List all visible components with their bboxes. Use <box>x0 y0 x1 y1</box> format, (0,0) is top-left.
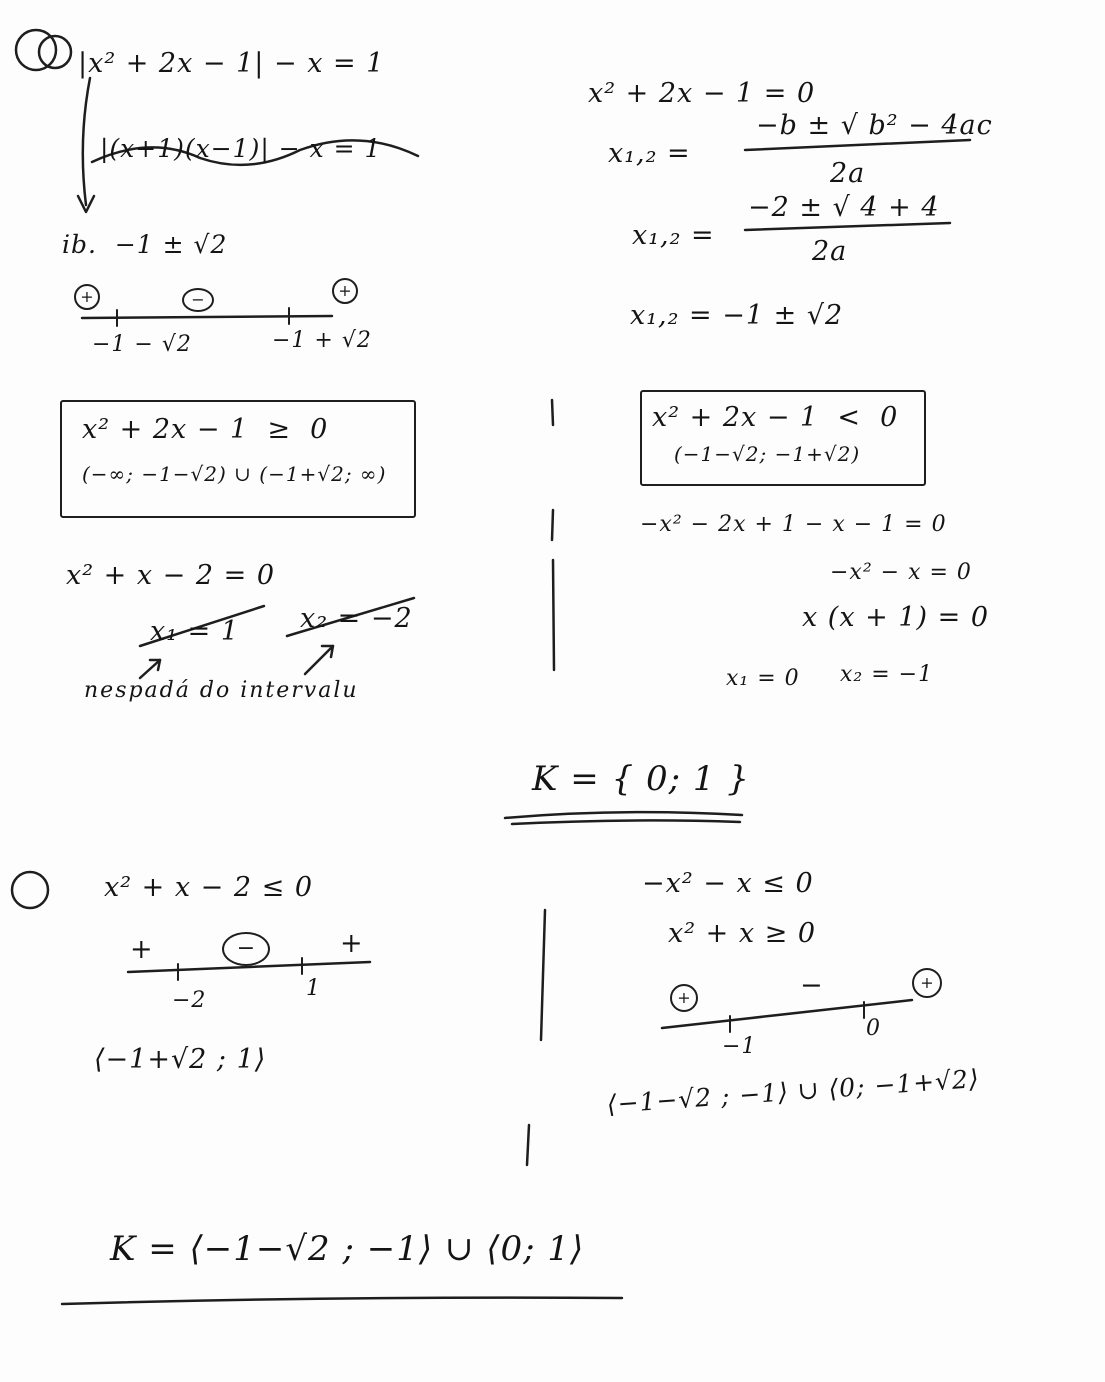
case-pos-interval: (−∞; −1−√2) ∪ (−1+√2; ∞) <box>82 462 387 486</box>
problem-label <box>22 36 57 56</box>
side-note: ib. −1 ± √2 <box>62 230 228 259</box>
b-right-step-2: x² + x ≥ 0 <box>668 918 817 949</box>
case-pos-box <box>60 400 416 518</box>
b-left-sign-1: + <box>130 934 154 965</box>
divider-bottom <box>527 910 545 1165</box>
eq-pos: x² + x − 2 = 0 <box>66 560 275 591</box>
formula-denominator: 2a <box>830 158 866 189</box>
case-arrow-head <box>78 196 94 212</box>
sign-plus-2: + <box>332 278 358 304</box>
fraction-bar-1 <box>745 140 970 150</box>
b-right-sign-3: + <box>912 968 942 998</box>
b-right-tick-2: 0 <box>866 1016 881 1041</box>
b-left-interval: ⟨−1+√2 ; 1⟩ <box>94 1044 267 1075</box>
neg-root-2: x₂ = −1 <box>840 662 934 687</box>
result-b: K = ⟨−1−√2 ; −1⟩ ∪ ⟨0; 1⟩ <box>110 1229 585 1269</box>
root-pos-1: x₁ = 1 <box>150 616 240 647</box>
b-left-inequality: x² + x − 2 ≤ 0 <box>104 872 313 903</box>
neg-root-1: x₁ = 0 <box>726 666 800 691</box>
out-of-interval-note: nespadá do intervalu <box>84 678 359 703</box>
step-denominator: 2a <box>812 236 848 267</box>
neg-step-2: −x² − x = 0 <box>830 560 972 585</box>
case-neg-box <box>640 390 926 486</box>
case-arrow-stroke <box>83 78 90 205</box>
b-left-sign-2: − <box>222 932 270 966</box>
b-right-interval: ⟨−1−√2 ; −1⟩ ∪ ⟨0; −1+√2⟩ <box>605 1063 981 1119</box>
b-left-tick-2: 1 <box>306 976 321 1001</box>
neg-step-3: x (x + 1) = 0 <box>802 602 990 633</box>
step-lhs: x₁,₂ = <box>632 220 715 251</box>
equation: |x² + 2x − 1| − x = 1 <box>78 48 385 79</box>
tick-label-1: −1 − √2 <box>92 332 192 357</box>
formula-numerator: −b ± √ b² − 4ac <box>756 110 993 141</box>
divider-top <box>552 400 554 670</box>
case-neg-interval: (−1−√2; −1+√2) <box>674 442 861 466</box>
result-a: K = { 0; 1 } <box>532 759 750 799</box>
step-numerator: −2 ± √ 4 + 4 <box>748 192 940 223</box>
b-left-tick-1: −2 <box>172 988 207 1013</box>
b-right-sign-1: + <box>670 984 698 1012</box>
b-left-sign-3: + <box>340 928 364 959</box>
b-right-sign-2: − <box>800 970 824 1001</box>
crossed-work: |(x+1)(x−1)| − x = 1 <box>100 134 382 163</box>
result-underline-b <box>62 1298 622 1304</box>
neg-step-1: −x² − 2x + 1 − x − 1 = 0 <box>640 512 947 537</box>
case-pos-condition: x² + 2x − 1 ≥ 0 <box>82 414 329 445</box>
b-right-step-1: −x² − x ≤ 0 <box>642 868 814 899</box>
part-b-label <box>24 878 39 900</box>
root-pos-2: x₂ = −2 <box>300 603 413 634</box>
number-line-a <box>82 316 332 318</box>
fraction-bar-2 <box>745 223 950 230</box>
formula-lhs: x₁,₂ = <box>608 138 691 169</box>
case-neg-condition: x² + 2x − 1 < 0 <box>652 402 899 433</box>
tick-label-2: −1 + √2 <box>272 328 372 353</box>
quadratic-result: x₁,₂ = −1 ± √2 <box>630 300 844 331</box>
sign-plus-1: + <box>74 284 100 310</box>
b-right-tick-1: −1 <box>722 1034 757 1059</box>
result-underline-a <box>505 812 742 824</box>
quadratic-eq: x² + 2x − 1 = 0 <box>588 78 816 109</box>
sign-minus: − <box>182 288 214 312</box>
